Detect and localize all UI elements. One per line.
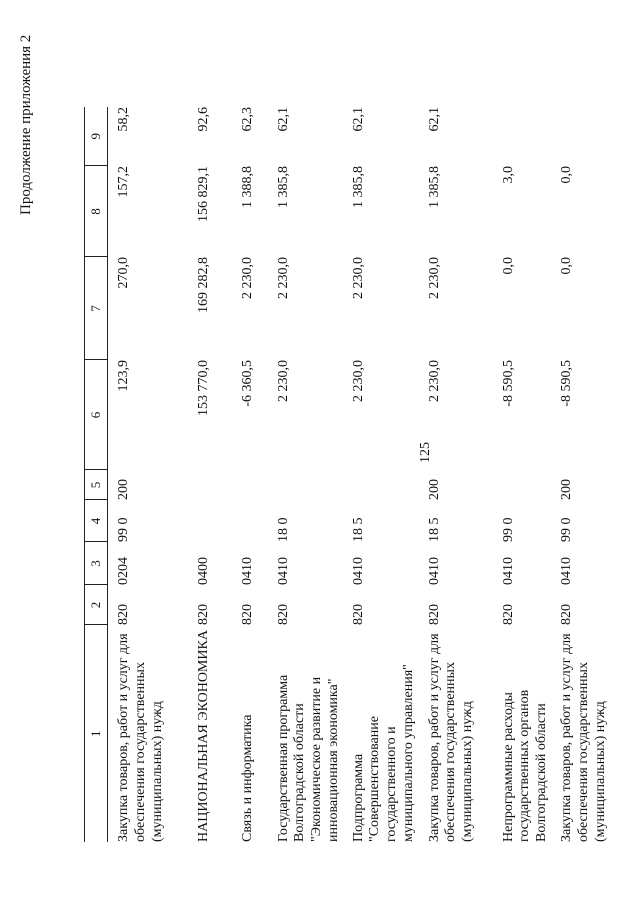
cell-c5: 200: [116, 479, 131, 500]
row-name: Государственная программа Волгоградской области "Экономическое развитие и инновационная экономика": [275, 674, 341, 842]
column-header: 5: [85, 470, 108, 500]
row-name: Закупка товаров, работ и услуг для обеспечения государственных (муниципальных) нужд: [116, 633, 165, 842]
cell-c4: 18 0: [275, 517, 291, 542]
cell-c3: 0204: [116, 557, 131, 585]
cell-c7: 2 230,0: [275, 257, 291, 299]
cell-c5: 200: [426, 479, 442, 500]
cell-c6: -6 360,5: [239, 360, 255, 407]
cell-c3: 0410: [275, 557, 291, 585]
cell-c4: 99 0: [116, 517, 131, 542]
cell-c7: 2 230,0: [426, 257, 442, 299]
cell-c9: [493, 107, 551, 166]
cell-c2: 820: [350, 604, 366, 625]
cell-c5: 200: [559, 479, 575, 500]
cell-c7: 2 230,0: [350, 257, 366, 299]
table-row: [188, 107, 232, 842]
cell-c5: [232, 470, 268, 500]
table-row: [108, 107, 188, 842]
table-row: [419, 107, 493, 842]
table-header-row: [85, 107, 108, 842]
cell-c6: -8 590,5: [500, 360, 516, 407]
cell-c6: 2 230,0: [426, 360, 442, 402]
cell-c3: 0410: [239, 557, 255, 585]
cell-c5: [493, 470, 551, 500]
cell-c4: [188, 500, 232, 542]
row-name: Закупка товаров, работ и услуг для обеспечения государственных (муниципальных) нужд: [426, 633, 476, 842]
cell-c3: 0400: [195, 557, 211, 585]
cell-c2: 820: [195, 604, 211, 625]
cell-c7: 270,0: [116, 257, 131, 289]
column-header: 4: [85, 500, 108, 542]
cell-c3: 0410: [426, 557, 442, 585]
cell-c2: 820: [426, 604, 442, 625]
cell-c6: 153 770,0: [195, 360, 211, 416]
row-name: Закупка товаров, работ и услуг для обеспечения государственных (муниципальных) нужд: [559, 633, 608, 842]
cell-c7: 169 282,8: [195, 257, 211, 313]
table-row: [493, 107, 551, 842]
page-number: 125: [418, 442, 433, 463]
cell-c2: 820: [559, 604, 575, 625]
cell-c8: 1 385,8: [426, 166, 442, 208]
cell-c4: [232, 500, 268, 542]
cell-c5: [268, 470, 343, 500]
cell-c7: 2 230,0: [239, 257, 255, 299]
column-header: 9: [85, 107, 108, 166]
cell-c9: 62,3: [239, 107, 255, 132]
cell-c2: 820: [239, 604, 255, 625]
table-row: [268, 107, 343, 842]
cell-c4: 99 0: [500, 517, 516, 542]
cell-c2: 820: [116, 604, 131, 625]
row-name: Непрограммные расходы государственных органов Волгоградской области: [500, 689, 550, 842]
cell-c8: 1 385,8: [275, 166, 291, 208]
column-header: 2: [85, 585, 108, 625]
cell-c6: 2 230,0: [350, 360, 366, 402]
cell-c2: 820: [500, 604, 516, 625]
table-row: [232, 107, 268, 842]
cell-c9: 62,1: [275, 107, 291, 132]
appendix-continuation-label: Продолжение приложения 2: [18, 34, 34, 215]
cell-c3: 0410: [500, 557, 516, 585]
cell-c3: 0410: [559, 557, 575, 585]
cell-c8: 0,0: [559, 166, 575, 184]
cell-c9: [551, 107, 631, 166]
cell-c8: 156 829,1: [195, 166, 211, 222]
cell-c9: 62,1: [426, 107, 442, 132]
column-header: 3: [85, 542, 108, 585]
cell-c5: [343, 470, 419, 500]
cell-c7: 0,0: [559, 257, 575, 275]
cell-c8: 1 385,8: [350, 166, 366, 208]
cell-c8: 3,0: [500, 166, 516, 184]
cell-c2: 820: [275, 604, 291, 625]
cell-c9: 92,6: [195, 107, 211, 132]
cell-c4: 18 5: [426, 517, 442, 542]
cell-c6: 2 230,0: [275, 360, 291, 402]
cell-c9: 62,1: [350, 107, 366, 132]
cell-c7: 0,0: [500, 257, 516, 275]
column-header: 6: [85, 360, 108, 470]
row-name: Связь и информатика: [239, 714, 255, 842]
cell-c4: 18 5: [350, 517, 366, 542]
row-name: НАЦИОНАЛЬНАЯ ЭКОНОМИКА: [195, 630, 211, 842]
cell-c6: -8 590,5: [559, 360, 575, 407]
cell-c8: 157,2: [116, 166, 131, 198]
cell-c8: 1 388,8: [239, 166, 255, 208]
table-row: [551, 107, 631, 842]
column-header: 7: [85, 257, 108, 360]
budget-table: [84, 107, 631, 842]
row-name: Подпрограмма "Совершенствование государственного и муниципального управления": [350, 664, 417, 842]
cell-c4: 99 0: [559, 517, 575, 542]
column-header: 8: [85, 166, 108, 257]
cell-c9: 58,2: [116, 107, 131, 132]
table-row: [343, 107, 419, 842]
column-header: 1: [85, 625, 108, 842]
cell-c6: 123,9: [116, 360, 131, 392]
cell-c3: 0410: [350, 557, 366, 585]
cell-c5: [188, 470, 232, 500]
